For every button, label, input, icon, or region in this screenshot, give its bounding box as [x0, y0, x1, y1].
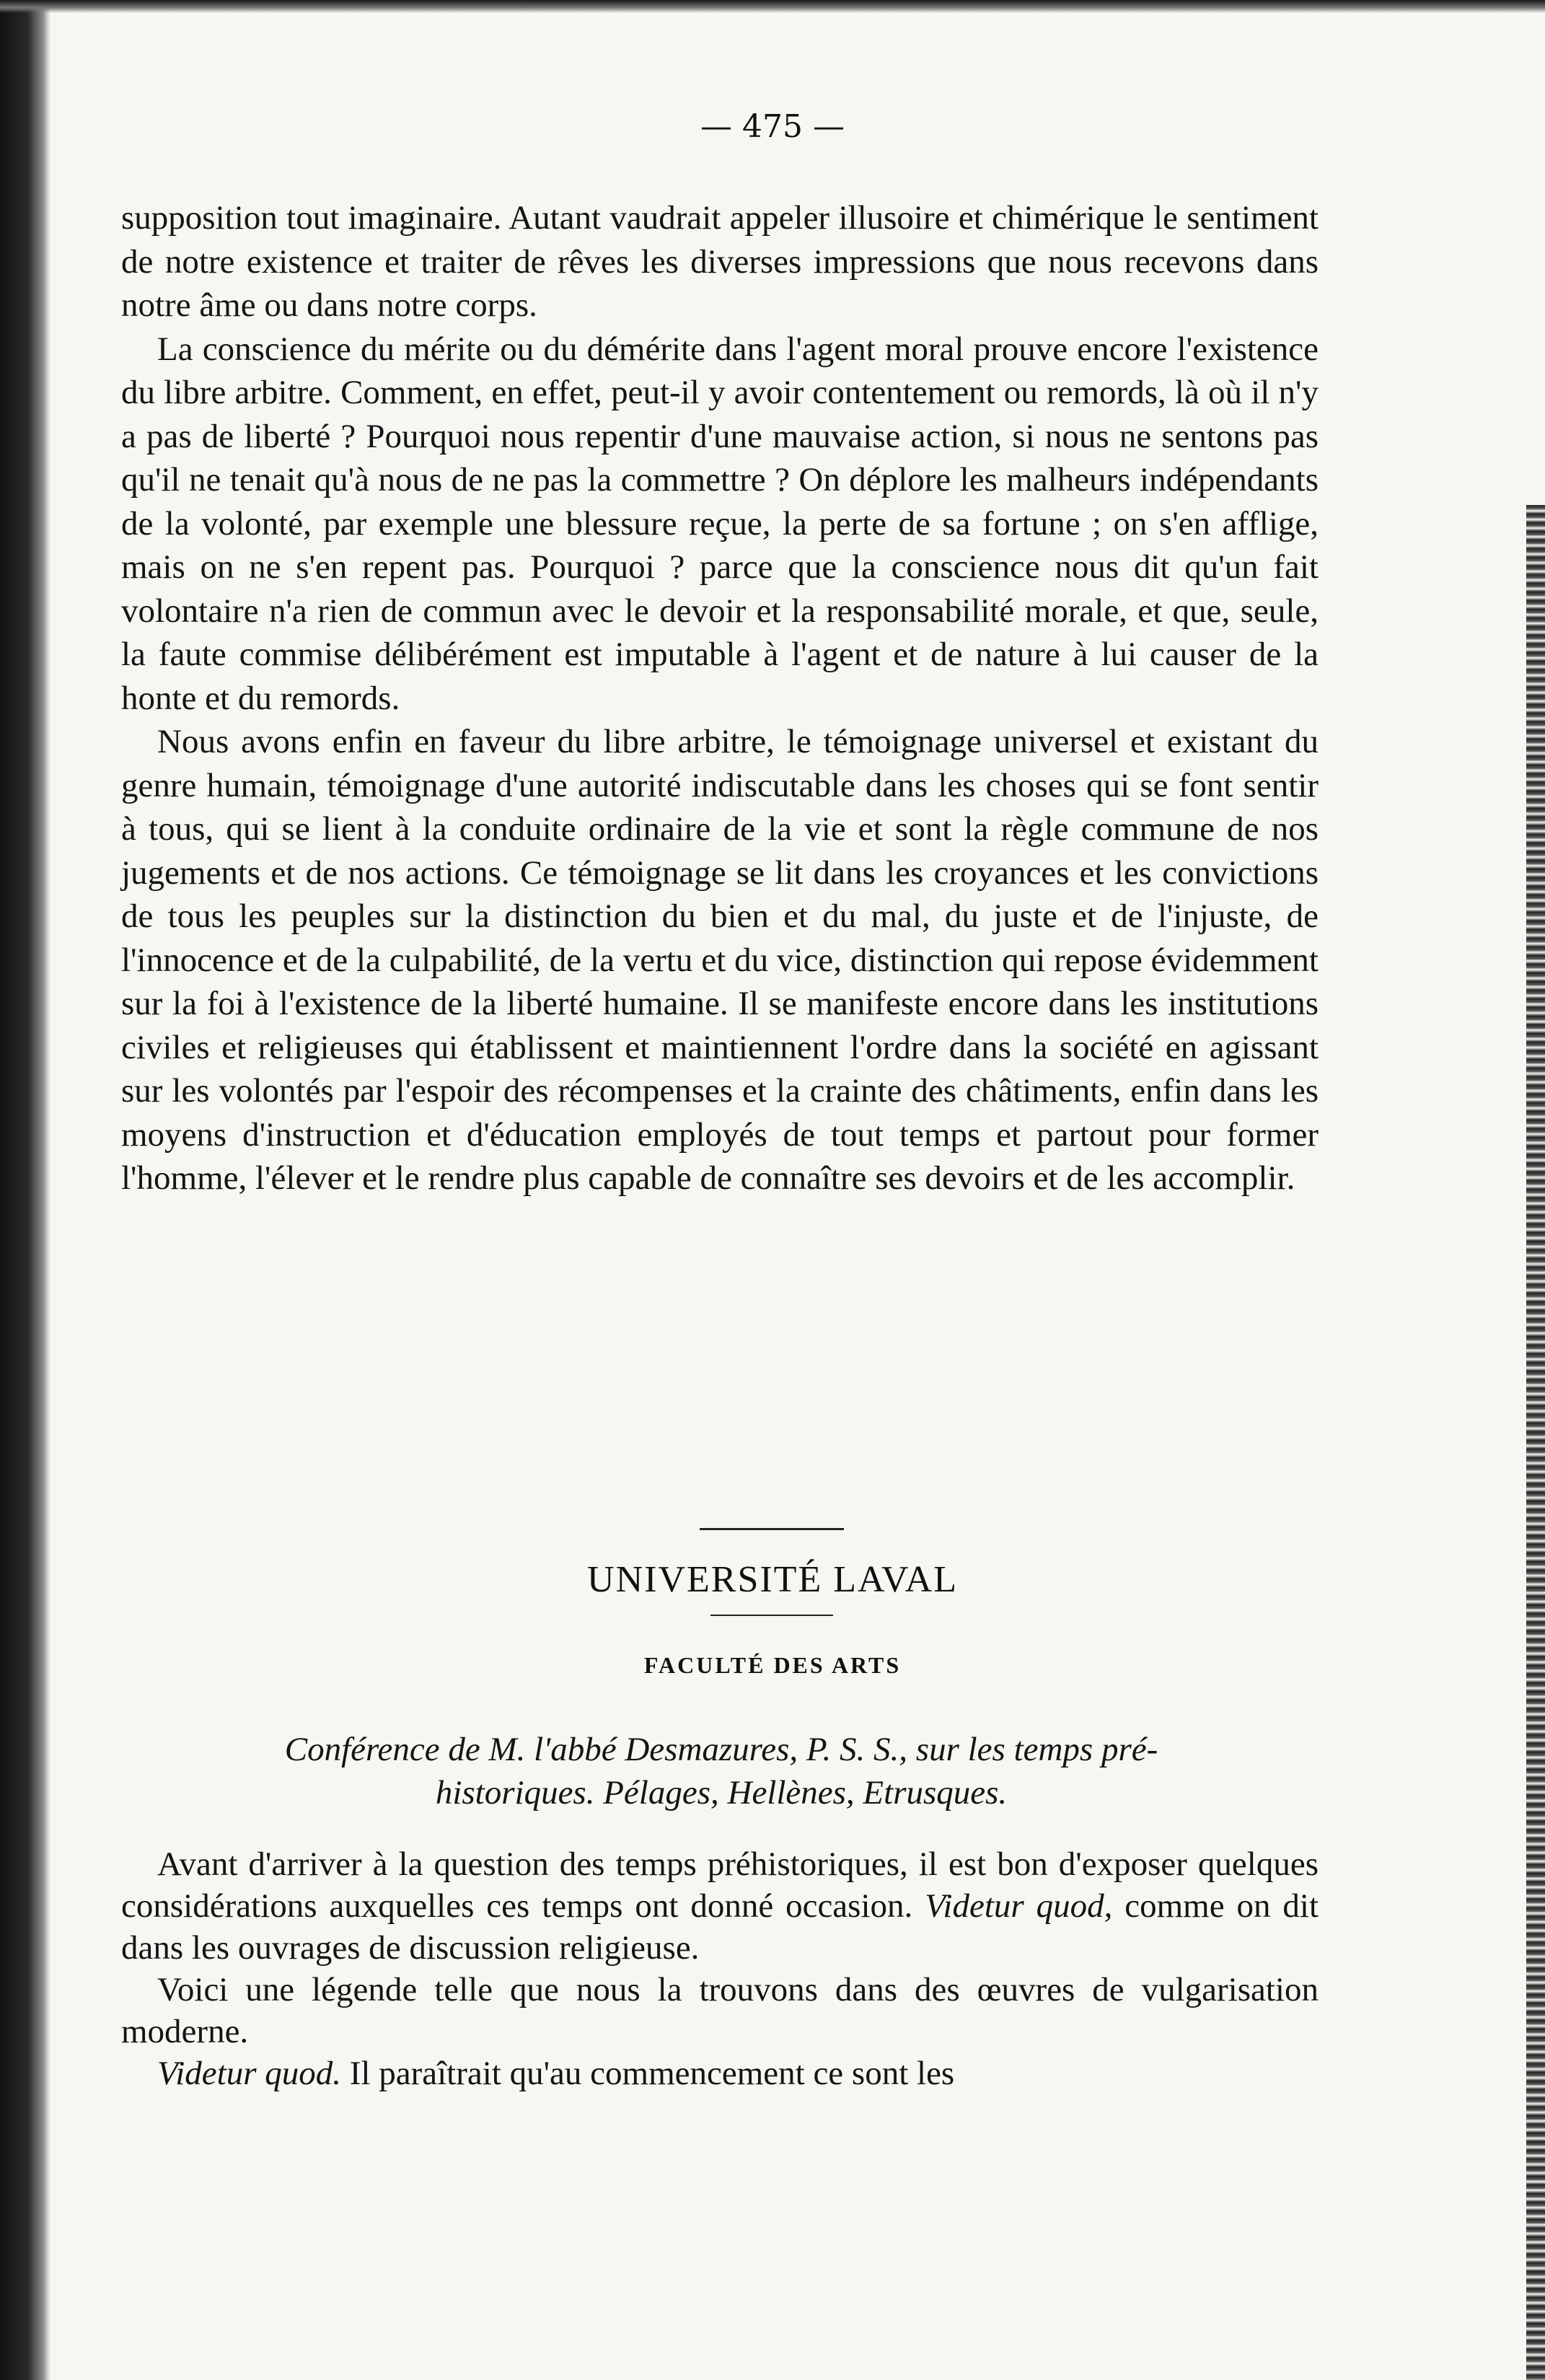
right-edge-shadow: [1526, 505, 1545, 2380]
italic-phrase: Videtur quod,: [925, 1887, 1113, 1925]
conference-title-line: Conférence de M. l'abbé Desmazures, P. S. S., sur les temps pré-: [284, 1731, 1158, 1768]
title-underline: [710, 1615, 833, 1616]
paragraph: [121, 1843, 1319, 1969]
page-number: — 475 —: [700, 108, 845, 145]
section-subtitle: FACULTÉ DES ARTS: [643, 1652, 902, 1678]
separator-rule: [700, 1528, 844, 1530]
text-run: Il paraîtrait qu'au commencement ce sont les: [341, 2055, 955, 2092]
paragraph: La conscience du mérite ou du démérite dans l'agent moral prouve encore l'existence du libre arbitre. Comment, en effet, peut-il y avoir contentement ou remords, là où il n'y a pas de liberté ? Pourquoi nous repentir d'une mauvaise action, si nous ne sentons pas qu'il ne tenait qu'à nous de ne pas la commettre ? On déplore les malheurs indépendants de la volonté, par exemple une blessure reçue, la perte de sa fortune ; on s'en afflige, mais on ne s'en repent pas. Pourquoi ? parce que la conscience nous dit qu'un fait volontaire n'a rien de commun avec le devoir et la responsabilité morale, et que, seule, la faute commise délibérément est imputable à l'agent et de nature à lui causer de la honte et du remords.: [121, 330, 1319, 717]
conference-title-line: historiques. Pélages, Hellènes, Etrusques.: [435, 1774, 1008, 1812]
top-edge-shadow: [0, 0, 1545, 13]
paragraph: Voici une légende telle que nous la trouvons dans des œuvres de vulgarisation moderne.: [121, 1971, 1319, 2050]
text-run: Avant d'arriver à la question des temps préhistoriques, il est bon d'exposer quelques considérations auxquelles ces temps ont donné occasion.: [121, 1845, 1319, 1925]
section-text: [121, 1843, 1319, 2094]
paragraph: Nous avons enfin en faveur du libre arbitre, le témoignage universel et existant du genre humain, témoignage d'une autorité indiscutable dans les choses qui se font sentir à tous, qui se lient à la conduite ordinaire de la vie et sont la règle commune de nos jugements et de nos actions. Ce témoignage se lit dans les croyances et les convictions de tous les peuples sur la distinction du bien et du mal, du juste et de l'injuste, de l'innocence et de la culpabilité, de la vertu et du vice, distinction qui repose évidemment sur la foi à l'existence de la liberté humaine. Il se manifeste encore dans les institutions civiles et religieuses qui établissent et maintiennent l'ordre dans la société en agissant sur les volontés par l'espoir des récompenses et la crainte des châtiments, enfin dans les moyens d'instruction et d'éducation employés de tout temps et partout pour former l'homme, l'élever et le rendre plus capable de connaître ses devoirs et de les accomplir.: [121, 723, 1319, 1197]
paragraph: [121, 2052, 1319, 2094]
conference-title: [151, 1728, 1291, 1814]
italic-phrase: Videtur quod.: [157, 2055, 341, 2092]
section-title: UNIVERSITÉ LAVAL: [587, 1559, 958, 1600]
binding-shadow: [0, 0, 50, 2380]
text-run: comme on dit dans les ouvrages de discussion religieuse.: [121, 1887, 1319, 1967]
paragraph: supposition tout imaginaire. Autant vaudrait appeler illusoire et chimérique le sentiment de notre existence et traiter de rêves les diverses impressions que nous recevons dans notre âme ou dans notre corps.: [121, 199, 1319, 324]
body-text: [121, 196, 1319, 1200]
